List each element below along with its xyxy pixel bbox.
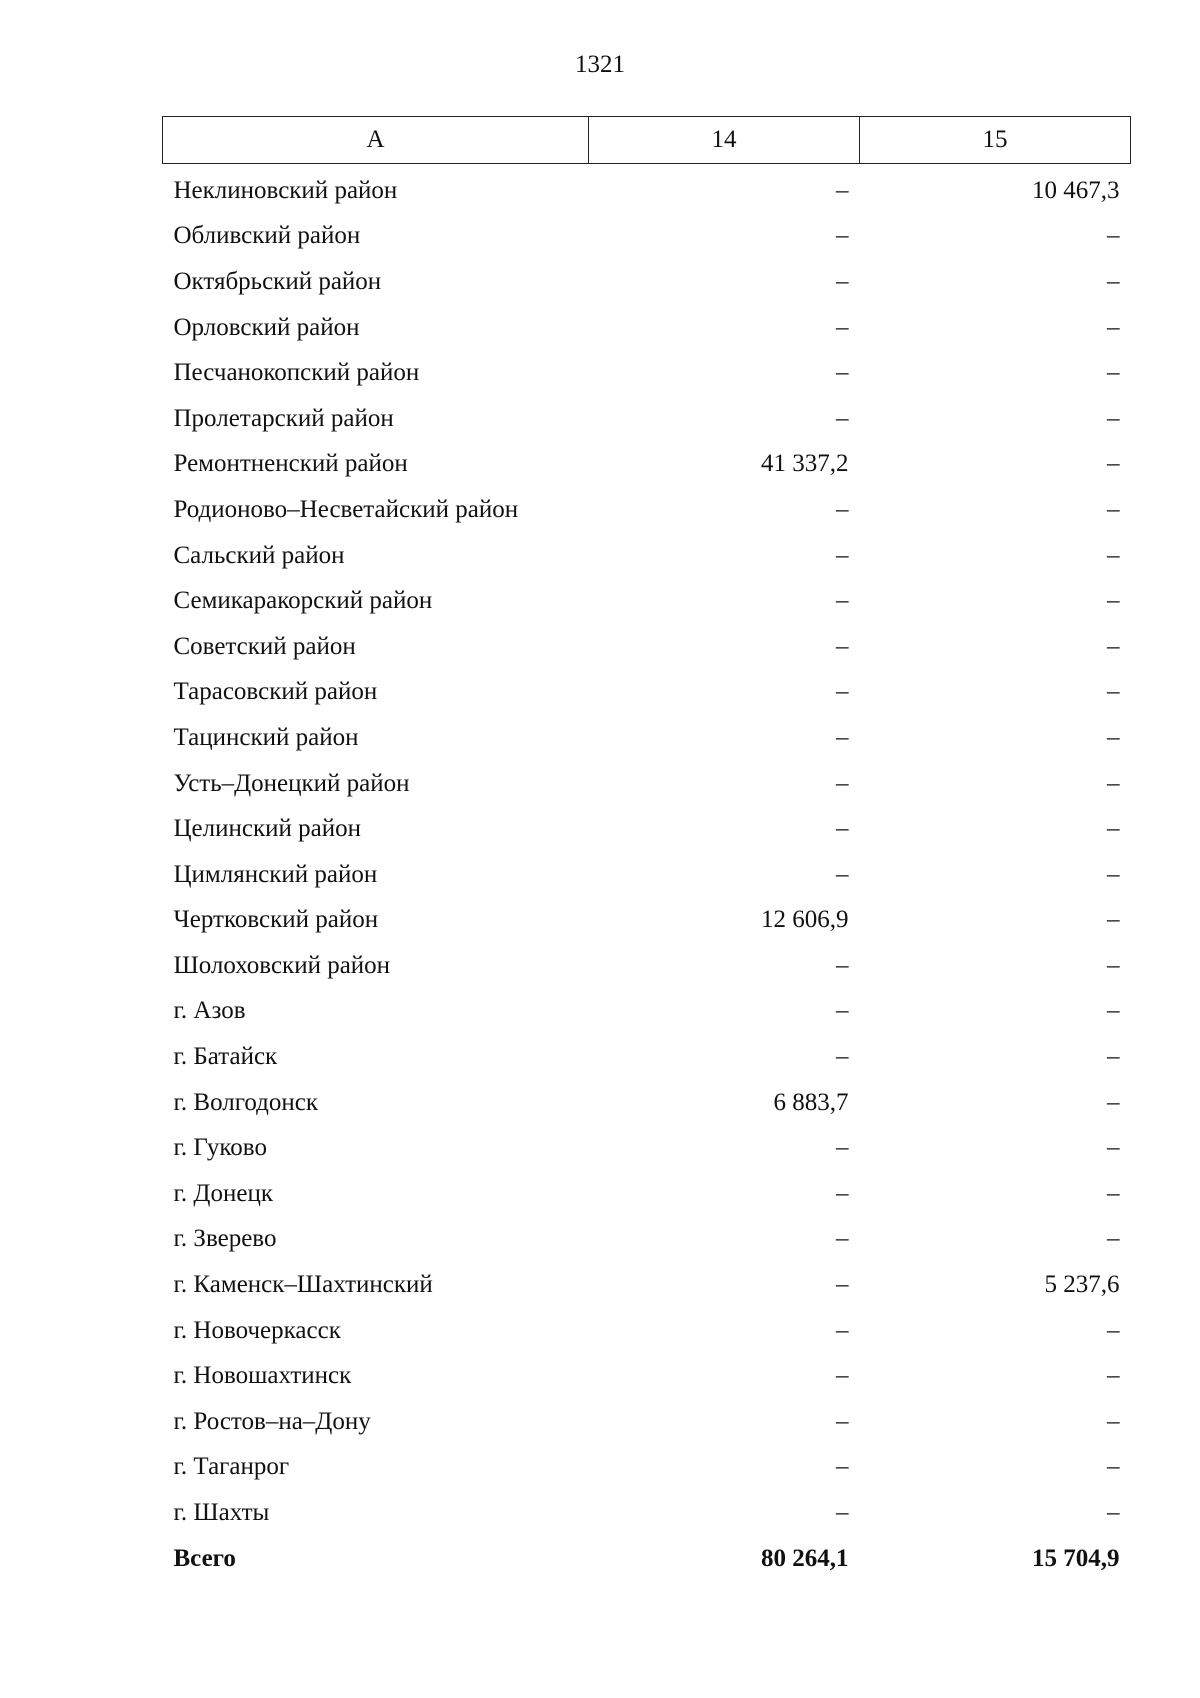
cell-14: – [836, 1179, 849, 1207]
cell-15: – [1107, 815, 1120, 843]
cell-14: – [836, 951, 849, 979]
table-row [163, 715, 1131, 761]
table-row [163, 1125, 1131, 1171]
table-row [163, 761, 1131, 807]
row-label: Обливский район [173, 222, 361, 250]
row-label: г. Волгодонск [173, 1088, 319, 1116]
cell-15: – [1107, 1499, 1120, 1527]
table-row [163, 487, 1131, 533]
cell-15: – [1107, 632, 1120, 660]
table-row [163, 1034, 1131, 1080]
cell-15: – [1107, 1316, 1120, 1344]
cell-14: – [836, 1043, 849, 1071]
row-label: г. Новочеркасск [173, 1316, 341, 1344]
table-row [163, 1490, 1131, 1536]
cell-14: 41 337,2 [761, 450, 849, 478]
row-label: г. Таганрог [173, 1453, 290, 1481]
cell-14: – [836, 1407, 849, 1435]
table-row [163, 1308, 1131, 1354]
cell-14: 6 883,7 [773, 1088, 849, 1116]
table-row [163, 1171, 1131, 1217]
cell-14: – [836, 815, 849, 843]
row-label: Песчанокопский район [173, 359, 420, 387]
cell-14: – [836, 1134, 849, 1162]
cell-15: – [1107, 450, 1120, 478]
cell-14: – [836, 1316, 849, 1344]
cell-15: 5 237,6 [1044, 1271, 1120, 1299]
table-row [163, 578, 1131, 624]
table-row [163, 350, 1131, 396]
row-label: г. Шахты [173, 1499, 270, 1527]
row-label: г. Каменск–Шахтинский [173, 1271, 433, 1299]
cell-15: 10 467,3 [1032, 176, 1120, 204]
table-row [163, 1353, 1131, 1399]
row-label: Орловский район [173, 313, 360, 341]
table-row [163, 670, 1131, 716]
table-row [163, 1262, 1131, 1308]
cell-15: – [1107, 359, 1120, 387]
cell-15: – [1107, 1407, 1120, 1435]
row-label: Советский район [173, 632, 356, 660]
table-header [163, 117, 1131, 164]
table-row [163, 1445, 1131, 1491]
cell-15: – [1107, 1453, 1120, 1481]
table-row [163, 164, 1131, 214]
cell-15: – [1107, 860, 1120, 888]
table-row [163, 806, 1131, 852]
row-label: Тарасовский район [173, 678, 378, 706]
budget-table [162, 116, 1131, 1581]
total-row [163, 1536, 1131, 1582]
total-value-14: 80 264,1 [761, 1544, 849, 1572]
cell-14: – [836, 1225, 849, 1253]
table-row [163, 442, 1131, 488]
table-body [163, 164, 1131, 1582]
row-label: Тацинский район [173, 723, 359, 751]
cell-15: – [1107, 769, 1120, 797]
row-label: г. Новошахтинск [173, 1362, 352, 1390]
table-row [163, 259, 1131, 305]
cell-15: – [1107, 1043, 1120, 1071]
table-row [163, 305, 1131, 351]
row-label: Цимлянский район [173, 860, 378, 888]
table-row [163, 624, 1131, 670]
row-label: Неклиновский район [173, 176, 398, 204]
table-row [163, 214, 1131, 260]
cell-15: – [1107, 678, 1120, 706]
cell-15: – [1107, 1088, 1120, 1116]
cell-15: – [1107, 1225, 1120, 1253]
cell-14: – [836, 587, 849, 615]
total-value-15: 15 704,9 [1032, 1544, 1120, 1572]
table-row [163, 852, 1131, 898]
cell-15: – [1107, 951, 1120, 979]
cell-14: – [836, 404, 849, 432]
cell-15: – [1107, 313, 1120, 341]
table-row [163, 1217, 1131, 1263]
table-row [163, 533, 1131, 579]
cell-15: – [1107, 222, 1120, 250]
cell-15: – [1107, 541, 1120, 569]
row-label: Семикаракорский район [173, 587, 433, 615]
cell-15: – [1107, 997, 1120, 1025]
cell-14: – [836, 541, 849, 569]
cell-15: – [1107, 1134, 1120, 1162]
cell-15: – [1107, 404, 1120, 432]
cell-14: – [836, 176, 849, 204]
total-label: Всего [173, 1544, 236, 1572]
column-header-14: 14 [589, 117, 860, 164]
header-row [163, 117, 1131, 164]
cell-14: 12 606,9 [761, 906, 849, 934]
cell-14: – [836, 769, 849, 797]
cell-14: – [836, 1499, 849, 1527]
table-row [163, 396, 1131, 442]
cell-15: – [1107, 906, 1120, 934]
cell-14: – [836, 997, 849, 1025]
row-label: г. Донецк [173, 1179, 273, 1207]
cell-14: – [836, 860, 849, 888]
table-row [163, 989, 1131, 1035]
table-row [163, 1080, 1131, 1126]
cell-14: – [836, 495, 849, 523]
row-label: Родионово–Несветайский район [173, 495, 519, 523]
cell-14: – [836, 632, 849, 660]
row-label: Октябрьский район [173, 267, 382, 295]
row-label: Усть–Донецкий район [173, 769, 410, 797]
cell-14: – [836, 1362, 849, 1390]
row-label: Шолоховский район [173, 951, 391, 979]
budget-table-container [162, 116, 1130, 1581]
row-label: Пролетарский район [173, 404, 394, 432]
row-label: Целинский район [173, 815, 361, 843]
page-number: 1321 [575, 51, 625, 78]
column-header-15: 15 [860, 117, 1131, 164]
table-row [163, 943, 1131, 989]
cell-14: – [836, 222, 849, 250]
cell-15: – [1107, 587, 1120, 615]
cell-14: – [836, 678, 849, 706]
row-label: Чертковский район [173, 906, 379, 934]
cell-15: – [1107, 267, 1120, 295]
row-label: г. Гуково [173, 1134, 267, 1162]
table-row [163, 1399, 1131, 1445]
column-header-a: А [163, 117, 589, 164]
cell-15: – [1107, 1362, 1120, 1390]
cell-14: – [836, 1271, 849, 1299]
row-label: г. Зверево [173, 1225, 277, 1253]
row-label: г. Батайск [173, 1043, 278, 1071]
cell-15: – [1107, 723, 1120, 751]
cell-15: – [1107, 1179, 1120, 1207]
cell-14: – [836, 359, 849, 387]
row-label: Сальский район [173, 541, 345, 569]
cell-14: – [836, 313, 849, 341]
cell-15: – [1107, 495, 1120, 523]
cell-14: – [836, 723, 849, 751]
cell-14: – [836, 1453, 849, 1481]
row-label: г. Азов [173, 997, 246, 1025]
row-label: г. Ростов–на–Дону [173, 1407, 371, 1435]
cell-14: – [836, 267, 849, 295]
row-label: Ремонтненский район [173, 450, 408, 478]
table-row [163, 898, 1131, 944]
